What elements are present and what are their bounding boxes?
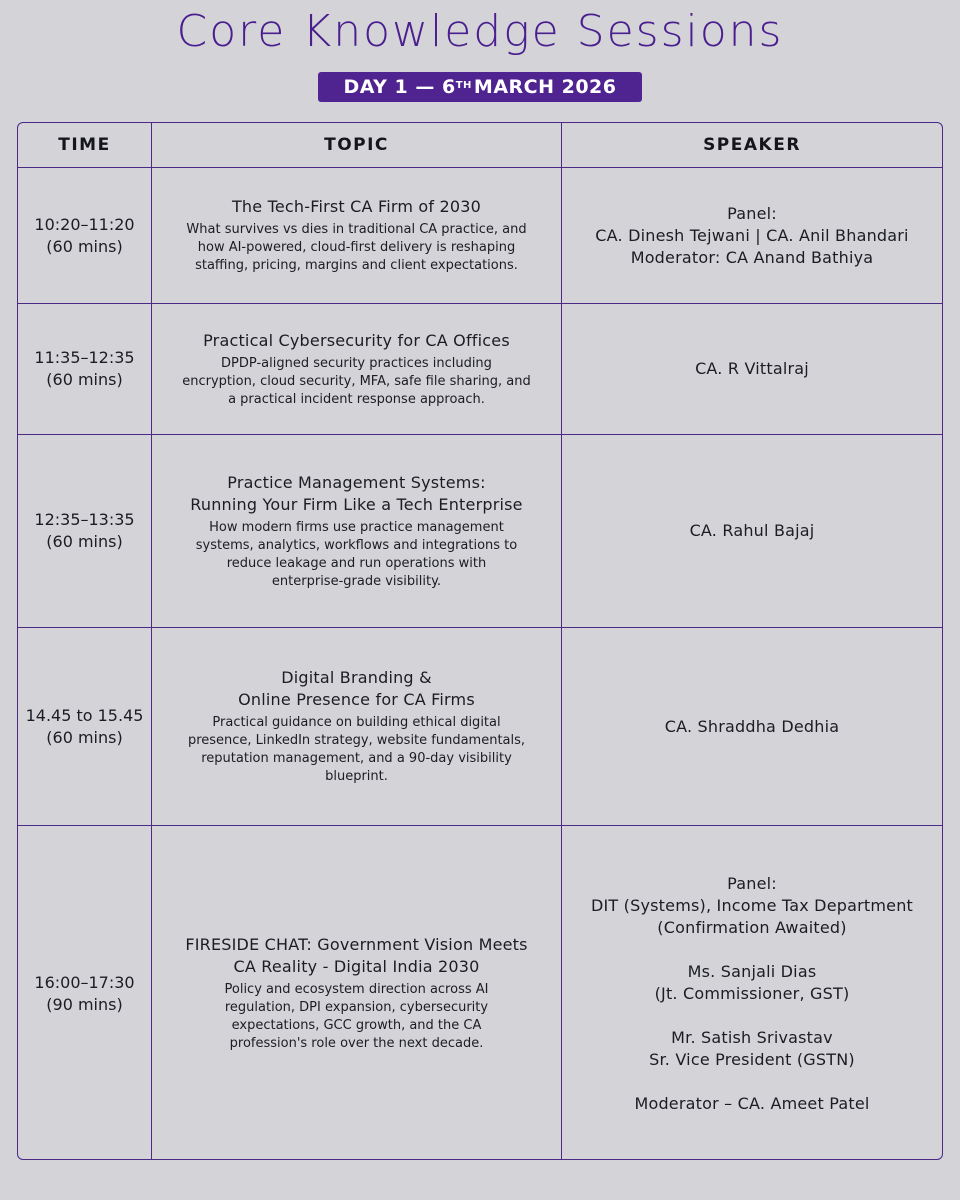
table-header-row xyxy=(18,123,942,167)
session-time: 16:00–17:30 (90 mins) xyxy=(34,972,135,1014)
topic-cell xyxy=(152,435,562,627)
topic-cell xyxy=(152,628,562,825)
topic-cell xyxy=(152,304,562,434)
speaker-cell xyxy=(562,168,942,303)
time-cell xyxy=(18,826,152,1160)
session-topic-title: The Tech-First CA Firm of 2030 xyxy=(231,197,482,216)
column-header-label: SPEAKER xyxy=(703,135,801,155)
column-header-topic xyxy=(152,123,562,167)
session-time: 12:35–13:35 (60 mins) xyxy=(34,510,135,551)
topic-cell xyxy=(152,168,562,303)
speaker-cell xyxy=(562,304,942,434)
session-topic-title: Digital Branding & Online Presence for CA Firms xyxy=(238,668,475,709)
session-speakers: Panel: DIT (Systems), Income Tax Department (Confirmation Awaited) Ms. Sanjali Dias (Jt. Commissioner, GST) Mr. Satish Srivastav Sr. Vice President (GSTN) Moderator – CA. Ameet Patel xyxy=(590,873,914,1113)
session-time: 10:20–11:20 (60 mins) xyxy=(34,214,135,256)
session-topic-title: Practice Management Systems: Running Your Firm Like a Tech Enterprise xyxy=(190,472,523,514)
session-speakers: CA. Rahul Bajaj xyxy=(689,521,815,540)
session-topic-description: Policy and ecosystem direction across AI regulation, DPI expansion, cybersecurity expectations, GCC growth, and the CA profession's role over the next decade. xyxy=(224,982,489,1051)
day-date-badge xyxy=(318,72,642,102)
day-ordinal-suffix: TH xyxy=(455,79,472,91)
time-cell xyxy=(18,304,152,434)
page-title: Core Knowledge Sessions xyxy=(176,6,784,57)
schedule-table xyxy=(17,122,943,1160)
table-row xyxy=(18,825,942,1160)
session-speakers: CA. R Vittalraj xyxy=(695,359,809,378)
session-topic-description: What survives vs dies in traditional CA practice, and how AI-powered, cloud-first delivery is reshaping staffing, pricing, margins and client expectations. xyxy=(186,222,527,273)
table-row xyxy=(18,303,942,434)
column-header-speaker xyxy=(562,123,942,167)
session-time: 14.45 to 15.45 (60 mins) xyxy=(25,705,144,747)
day-month-year: MARCH 2026 xyxy=(473,76,617,98)
table-row xyxy=(18,627,942,825)
time-cell xyxy=(18,168,152,303)
topic-cell xyxy=(152,826,562,1160)
session-time: 11:35–12:35 (60 mins) xyxy=(34,348,135,389)
time-cell xyxy=(18,628,152,825)
speaker-cell xyxy=(562,435,942,627)
session-topic-description: DPDP-aligned security practices including encryption, cloud security, MFA, safe file sharing, and a practical incident response approach. xyxy=(182,355,531,407)
speaker-cell xyxy=(562,628,942,825)
session-speakers: CA. Shraddha Dedhia xyxy=(664,716,840,736)
time-cell xyxy=(18,435,152,627)
column-header-label: TOPIC xyxy=(324,135,389,155)
day-label: DAY 1 — 6 xyxy=(343,76,456,98)
session-topic-title: FIRESIDE CHAT: Government Vision Meets CA Reality - Digital India 2030 xyxy=(185,935,528,976)
speaker-cell xyxy=(562,826,942,1160)
session-topic-description: Practical guidance on building ethical digital presence, LinkedIn strategy, website fundamentals, reputation management, and a 90-day visibility blueprint. xyxy=(187,715,526,784)
session-topic-description: How modern firms use practice management systems, analytics, workflows and integrations to reduce leakage and run operations with enterprise-grade visibility. xyxy=(195,519,518,589)
table-row xyxy=(18,167,942,303)
table-row xyxy=(18,434,942,627)
column-header-label: TIME xyxy=(58,135,111,155)
session-topic-title: Practical Cybersecurity for CA Offices xyxy=(203,330,510,350)
session-speakers: Panel: CA. Dinesh Tejwani | CA. Anil Bhandari Moderator: CA Anand Bathiya xyxy=(595,203,909,267)
column-header-time xyxy=(18,123,152,167)
